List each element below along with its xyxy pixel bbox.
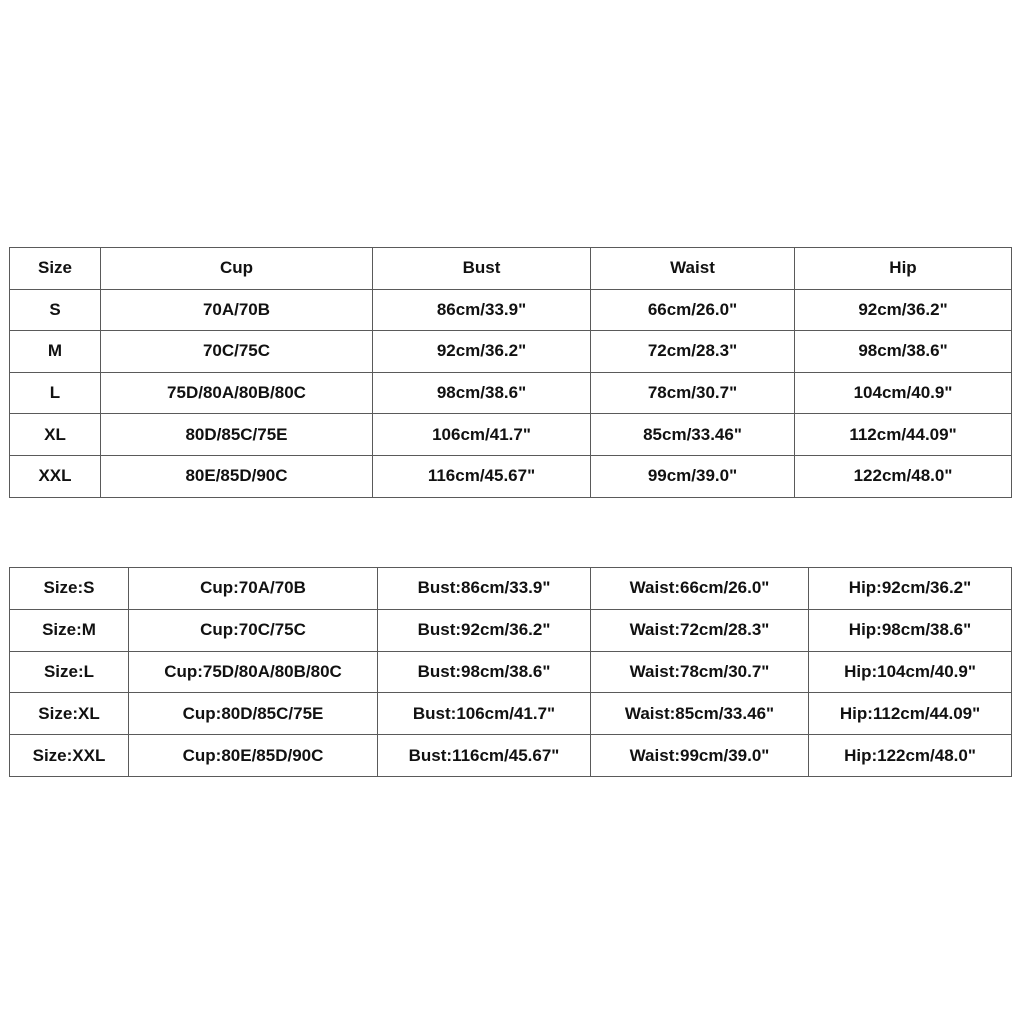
table-row [10,372,1012,414]
bust-cell: 106cm/41.7" [373,414,591,456]
size-cell: XXL [10,455,101,497]
bust-cell: Bust:116cm/45.67" [378,735,591,777]
waist-cell: 78cm/30.7" [591,372,795,414]
size-cell: Size:L [10,651,129,693]
bust-cell: 116cm/45.67" [373,455,591,497]
cup-cell: Cup:70A/70B [129,568,378,610]
column-header-hip: Hip [795,248,1012,290]
hip-cell: Hip:98cm/38.6" [809,609,1012,651]
hip-cell: 122cm/48.0" [795,455,1012,497]
size-cell: XL [10,414,101,456]
table-row [10,609,1012,651]
cup-cell: 75D/80A/80B/80C [101,372,373,414]
waist-cell: Waist:78cm/30.7" [591,651,809,693]
column-header-size: Size [10,248,101,290]
waist-cell: Waist:99cm/39.0" [591,735,809,777]
table-row [10,414,1012,456]
size-cell: Size:XXL [10,735,129,777]
size-cell: L [10,372,101,414]
bust-cell: Bust:86cm/33.9" [378,568,591,610]
bust-cell: Bust:106cm/41.7" [378,693,591,735]
table-row [10,693,1012,735]
column-header-bust: Bust [373,248,591,290]
hip-cell: Hip:112cm/44.09" [809,693,1012,735]
cup-cell: 80D/85C/75E [101,414,373,456]
hip-cell: Hip:92cm/36.2" [809,568,1012,610]
cup-cell: 80E/85D/90C [101,455,373,497]
waist-cell: Waist:72cm/28.3" [591,609,809,651]
bust-cell: 98cm/38.6" [373,372,591,414]
cup-cell: 70C/75C [101,331,373,373]
hip-cell: Hip:122cm/48.0" [809,735,1012,777]
waist-cell: Waist:66cm/26.0" [591,568,809,610]
column-header-cup: Cup [101,248,373,290]
size-cell: Size:M [10,609,129,651]
hip-cell: 98cm/38.6" [795,331,1012,373]
table-row [10,568,1012,610]
bust-cell: 86cm/33.9" [373,289,591,331]
hip-cell: 112cm/44.09" [795,414,1012,456]
bust-cell: Bust:98cm/38.6" [378,651,591,693]
size-cell: S [10,289,101,331]
waist-cell: 72cm/28.3" [591,331,795,373]
waist-cell: 66cm/26.0" [591,289,795,331]
table-row [10,651,1012,693]
table-row [10,735,1012,777]
cup-cell: Cup:70C/75C [129,609,378,651]
hip-cell: Hip:104cm/40.9" [809,651,1012,693]
cup-cell: Cup:80D/85C/75E [129,693,378,735]
column-header-waist: Waist [591,248,795,290]
bust-cell: Bust:92cm/36.2" [378,609,591,651]
size-cell: Size:XL [10,693,129,735]
hip-cell: 92cm/36.2" [795,289,1012,331]
cup-cell: Cup:75D/80A/80B/80C [129,651,378,693]
waist-cell: 99cm/39.0" [591,455,795,497]
cup-cell: 70A/70B [101,289,373,331]
waist-cell: 85cm/33.46" [591,414,795,456]
hip-cell: 104cm/40.9" [795,372,1012,414]
size-cell: M [10,331,101,373]
table-row [10,289,1012,331]
size-chart-labeled-table [9,567,1012,777]
cup-cell: Cup:80E/85D/90C [129,735,378,777]
table-row [10,455,1012,497]
size-cell: Size:S [10,568,129,610]
size-chart-table [9,247,1012,498]
table-row [10,331,1012,373]
bust-cell: 92cm/36.2" [373,331,591,373]
table-header-row [10,248,1012,290]
waist-cell: Waist:85cm/33.46" [591,693,809,735]
